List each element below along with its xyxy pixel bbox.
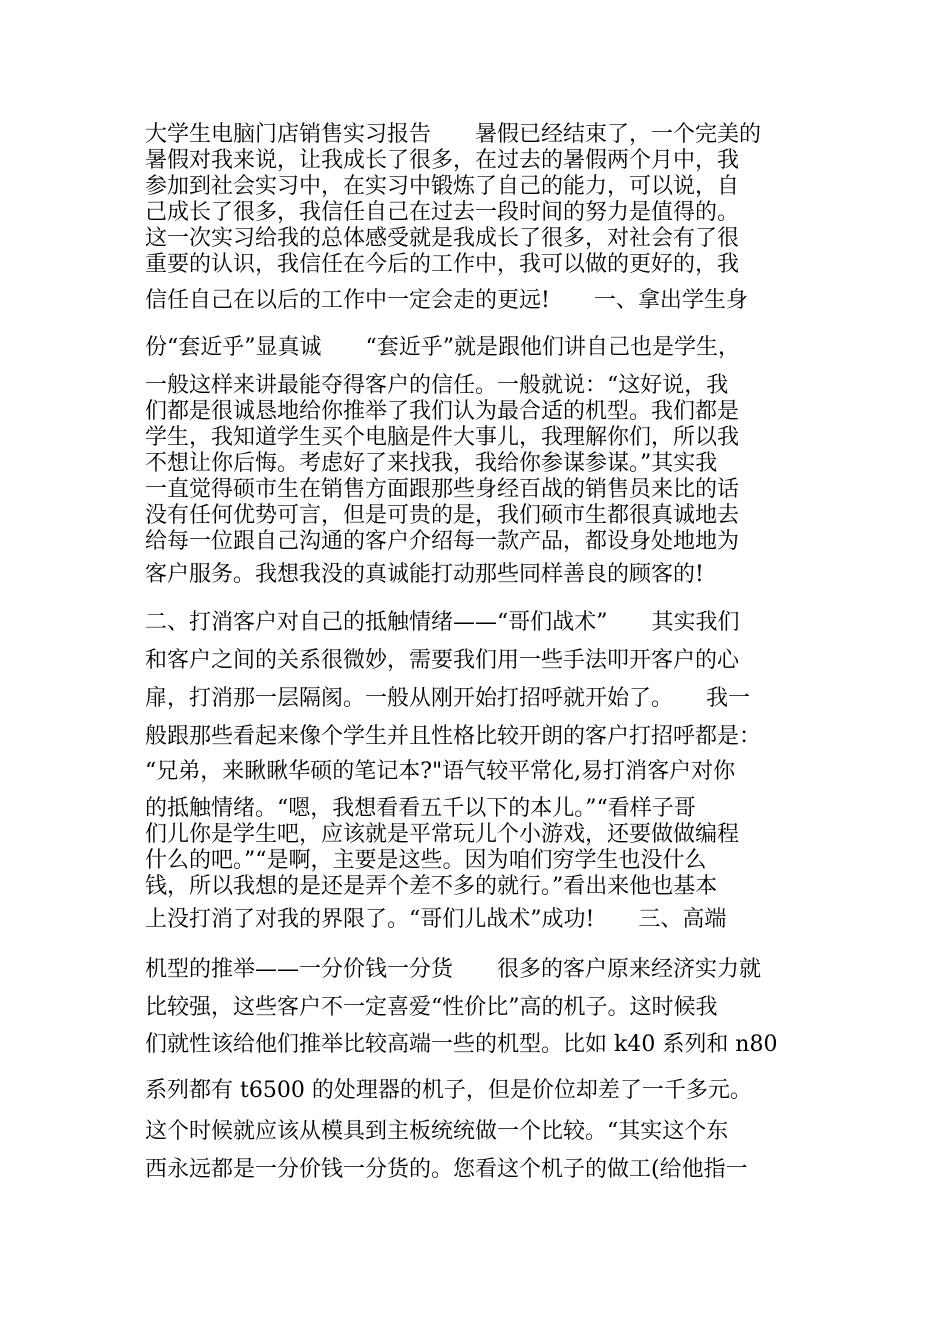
- text-line: 不想让你后悔。考虑好了来找我，我给你参谋参谋。”其实我: [145, 451, 718, 476]
- text-line: 和客户之间的关系很微妙，需要我们用一些手法叩开客户的心: [145, 648, 740, 673]
- text-line: 大学生电脑门店销售实习报告 暑假已经结束了，一个完美的: [145, 122, 762, 147]
- text-line: 客户服务。我想我没的真诚能打动那些同样善良的顾客的!: [145, 562, 704, 587]
- text-line: 上没打消了对我的界限了。“哥们儿战术”成功! 三、高端: [145, 907, 727, 932]
- text-line: 们儿你是学生吧，应该就是平常玩儿个小游戏，还要做做编程: [145, 822, 740, 847]
- text-line: 系列都有 t6500 的处理器的机子，但是价位却差了一千多元。: [145, 1078, 752, 1103]
- text-line: 机型的推举——一分价钱一分货 很多的客户原来经济实力就: [145, 957, 762, 982]
- text-line: 己成长了很多，我信任自己在过去一段时间的努力是值得的。: [145, 200, 740, 225]
- text-line: 扉，打消那一层隔阂。一般从刚开始打招呼就开始了。 我一: [145, 686, 751, 711]
- text-line: 西永远都是一分价钱一分货的。您看这个机子的做工(给他指一: [145, 1157, 748, 1182]
- text-line: 什么的吧。”“是啊，主要是这些。因为咱们穷学生也没什么: [145, 848, 707, 873]
- text-line: 钱，所以我想的是还是弄个差不多的就行。”看出来他也基本: [145, 874, 718, 899]
- text-line: 般跟那些看起来像个学生并且性格比较开朗的客户打招呼都是：: [145, 724, 762, 749]
- text-line: 重要的认识，我信任在今后的工作中，我可以做的更好的，我: [145, 252, 740, 277]
- text-line: 这个时候就应该从模具到主板统统做一个比较。“其实这个东: [145, 1119, 729, 1144]
- text-line: 比较强，这些客户不一定喜爱“性价比”高的机子。这时候我: [145, 995, 718, 1020]
- text-line: “兄弟，来瞅瞅华硕的笔记本?"语气较平常化,易打消客户对你: [145, 759, 736, 784]
- text-line: 学生，我知道学生买个电脑是件大事儿，我理解你们，所以我: [145, 425, 740, 450]
- text-line: 没有任何优势可言，但是可贵的是，我们硕市生都很真诚地去: [145, 503, 740, 528]
- text-line: 的抵触情绪。“嗯，我想看看五千以下的本儿。”“看样子哥: [145, 796, 696, 821]
- text-line: 这一次实习给我的总体感受就是我成长了很多，对社会有了很: [145, 226, 740, 251]
- text-line: 一直觉得硕市生在销售方面跟那些身经百战的销售员来比的话: [145, 477, 740, 502]
- text-line: 信任自己在以后的工作中一定会走的更远! 一、拿出学生身: [145, 288, 748, 313]
- text-line: 份“套近乎”显真诚 “套近乎”就是跟他们讲自己也是学生，: [145, 335, 740, 360]
- text-line: 给每一位跟自己沟通的客户介绍每一款产品，都设身处地地为: [145, 529, 740, 554]
- text-line: 一般这样来讲最能夺得客户的信任。一般就说：“这好说，我: [145, 373, 729, 398]
- text-line: 们都是很诚恳地给你推举了我们认为最合适的机型。我们都是: [145, 399, 740, 424]
- text-line: 们就性该给他们推举比较高端一些的机型。比如 k40 系列和 n80: [145, 1032, 778, 1057]
- text-line: 参加到社会实习中，在实习中锻炼了自己的能力，可以说，自: [145, 174, 740, 199]
- text-line: 二、打消客户对自己的抵触情绪——“哥们战术” 其实我们: [145, 610, 740, 635]
- text-line: 暑假对我来说，让我成长了很多，在过去的暑假两个月中，我: [145, 148, 740, 173]
